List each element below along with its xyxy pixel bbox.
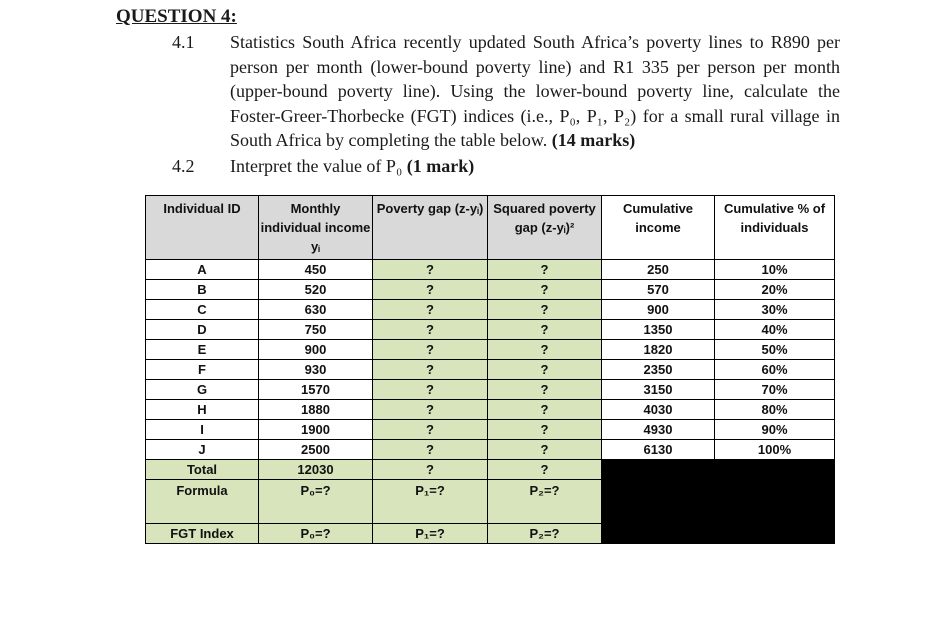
cell-monthly-income: 520	[259, 280, 373, 300]
total-label: Total	[146, 460, 259, 480]
cell-individual-id: H	[146, 400, 259, 420]
cell-individual-id: A	[146, 260, 259, 280]
cell-squared-poverty-gap: ?	[488, 340, 602, 360]
cell-cumulative-income: 570	[602, 280, 715, 300]
table-row	[146, 260, 835, 280]
cell-cumulative-income: 2350	[602, 360, 715, 380]
cell-cumulative-income: 1350	[602, 320, 715, 340]
cell-poverty-gap: ?	[373, 440, 488, 460]
cell-squared-poverty-gap: ?	[488, 360, 602, 380]
cell-poverty-gap: ?	[373, 320, 488, 340]
cell-monthly-income: 1900	[259, 420, 373, 440]
cell-poverty-gap: ?	[373, 380, 488, 400]
cell-squared-poverty-gap: ?	[488, 320, 602, 340]
cell-poverty-gap: ?	[373, 280, 488, 300]
header-squared-poverty-gap: Squared poverty gap (z-yᵢ)²	[488, 196, 602, 260]
cell-squared-poverty-gap: ?	[488, 440, 602, 460]
cell-cumulative-percent: 80%	[715, 400, 835, 420]
fgt-index-p2: P₂=?	[488, 524, 602, 544]
question-heading: QUESTION 4:	[116, 6, 237, 27]
blacked-out-cell	[602, 524, 715, 544]
cell-squared-poverty-gap: ?	[488, 280, 602, 300]
table-row	[146, 280, 835, 300]
table-row	[146, 360, 835, 380]
cell-cumulative-income: 250	[602, 260, 715, 280]
cell-monthly-income: 930	[259, 360, 373, 380]
cell-cumulative-income: 900	[602, 300, 715, 320]
cell-cumulative-percent: 30%	[715, 300, 835, 320]
cell-poverty-gap: ?	[373, 340, 488, 360]
cell-individual-id: G	[146, 380, 259, 400]
header-cumulative-income: Cumulative income	[602, 196, 715, 260]
cell-poverty-gap: ?	[373, 420, 488, 440]
fgt-index-row	[146, 524, 835, 544]
cell-squared-poverty-gap: ?	[488, 300, 602, 320]
cell-individual-id: J	[146, 440, 259, 460]
header-cumulative-percent: Cumulative % of individuals	[715, 196, 835, 260]
cell-individual-id: D	[146, 320, 259, 340]
cell-individual-id: F	[146, 360, 259, 380]
cell-monthly-income: 750	[259, 320, 373, 340]
cell-cumulative-percent: 90%	[715, 420, 835, 440]
question-4-2-body: Interpret the value of P₀	[230, 156, 403, 176]
cell-individual-id: I	[146, 420, 259, 440]
total-row	[146, 460, 835, 480]
formula-p1: P₁=?	[373, 480, 488, 524]
cell-cumulative-percent: 70%	[715, 380, 835, 400]
blacked-out-cell	[602, 480, 715, 524]
total-income: 12030	[259, 460, 373, 480]
header-individual-id: Individual ID	[146, 196, 259, 260]
cell-poverty-gap: ?	[373, 300, 488, 320]
table-row	[146, 320, 835, 340]
question-4-1-marks: (14 marks)	[551, 130, 636, 150]
cell-monthly-income: 2500	[259, 440, 373, 460]
question-4-2-marks: (1 mark)	[406, 156, 475, 176]
cell-individual-id: B	[146, 280, 259, 300]
blacked-out-cell	[715, 524, 835, 544]
table-row	[146, 300, 835, 320]
cell-monthly-income: 630	[259, 300, 373, 320]
header-monthly-income: Monthly individual income yᵢ	[259, 196, 373, 260]
cell-cumulative-income: 1820	[602, 340, 715, 360]
table-row	[146, 340, 835, 360]
question-4-1-body: Statistics South Africa recently updated South Africa’s poverty lines to R890 per person per month (lower-bound poverty line) and R1 335 per person per month (upper-bound poverty line). Using the lower-bound poverty line, calculate the Foster-Greer-Thorbecke (FGT) indices (i.e., P₀, P₁, P₂) for a small rural village in South Africa by completing the table below.	[230, 32, 840, 150]
table-row	[146, 440, 835, 460]
formula-row	[146, 480, 835, 524]
cell-cumulative-percent: 10%	[715, 260, 835, 280]
table-header-row	[146, 196, 835, 260]
cell-cumulative-income: 3150	[602, 380, 715, 400]
cell-monthly-income: 900	[259, 340, 373, 360]
fgt-table	[145, 195, 835, 544]
fgt-index-label: FGT Index	[146, 524, 259, 544]
cell-squared-poverty-gap: ?	[488, 380, 602, 400]
cell-cumulative-percent: 40%	[715, 320, 835, 340]
question-4-2-text	[230, 154, 840, 179]
cell-monthly-income: 450	[259, 260, 373, 280]
cell-cumulative-percent: 20%	[715, 280, 835, 300]
cell-cumulative-income: 6130	[602, 440, 715, 460]
blacked-out-cell	[715, 480, 835, 524]
formula-p2: P₂=?	[488, 480, 602, 524]
cell-cumulative-income: 4930	[602, 420, 715, 440]
header-poverty-gap: Poverty gap (z-yᵢ)	[373, 196, 488, 260]
cell-cumulative-income: 4030	[602, 400, 715, 420]
question-4-1-number: 4.1	[172, 32, 195, 52]
cell-cumulative-percent: 60%	[715, 360, 835, 380]
cell-squared-poverty-gap: ?	[488, 420, 602, 440]
table-row	[146, 420, 835, 440]
cell-squared-poverty-gap: ?	[488, 260, 602, 280]
cell-poverty-gap: ?	[373, 260, 488, 280]
cell-poverty-gap: ?	[373, 400, 488, 420]
blacked-out-cell	[602, 460, 715, 480]
question-4-1-text	[230, 30, 840, 153]
cell-individual-id: E	[146, 340, 259, 360]
total-poverty-gap: ?	[373, 460, 488, 480]
table-row	[146, 400, 835, 420]
formula-label: Formula	[146, 480, 259, 524]
total-squared-gap: ?	[488, 460, 602, 480]
formula-p0: P₀=?	[259, 480, 373, 524]
cell-cumulative-percent: 50%	[715, 340, 835, 360]
cell-squared-poverty-gap: ?	[488, 400, 602, 420]
cell-poverty-gap: ?	[373, 360, 488, 380]
cell-individual-id: C	[146, 300, 259, 320]
question-4-2-number: 4.2	[172, 156, 195, 176]
blacked-out-cell	[715, 460, 835, 480]
fgt-index-p1: P₁=?	[373, 524, 488, 544]
cell-monthly-income: 1570	[259, 380, 373, 400]
cell-monthly-income: 1880	[259, 400, 373, 420]
table-row	[146, 380, 835, 400]
cell-cumulative-percent: 100%	[715, 440, 835, 460]
fgt-index-p0: P₀=?	[259, 524, 373, 544]
